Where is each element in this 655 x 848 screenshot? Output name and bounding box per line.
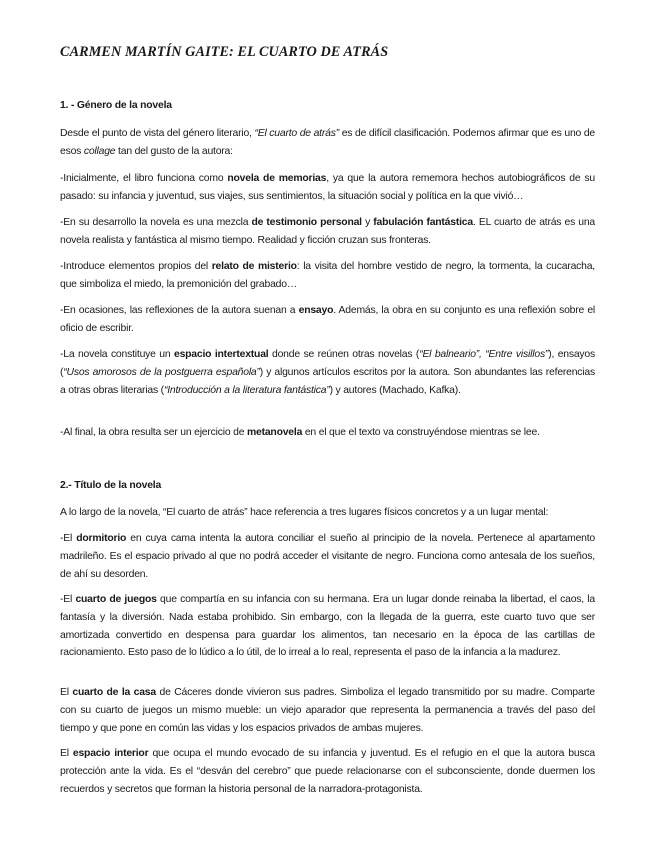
- document-title: CARMEN MARTÍN GAITE: EL CUARTO DE ATRÁS: [60, 44, 389, 60]
- s1-memorias-paragraph: -Inicialmente, el libro funciona como novela de memorias, ya que la autora rememora hechos autobiográficos de su pasado: su infancia y juventud, sus viajes, sus sentimientos, la situación social y política en la que vivió…: [60, 173, 595, 202]
- s2-intro-paragraph: A lo largo de la novela, “El cuarto de atrás” hace referencia a tres lugares físicos concretos y a un lugar mental:: [60, 507, 549, 518]
- section-1-heading: 1. - Género de la novela: [60, 100, 172, 111]
- s2-cuarto-casa-paragraph: El cuarto de la casa de Cáceres donde vivieron sus padres. Simboliza el legado transmitido por su madre. Comparte con su cuarto de juegos un mismo mueble: un viejo aparador que representa la permanencia a través del paso del tiempo y que pone en común las vidas y los espacios privados de ambas mujeres.: [60, 687, 595, 734]
- s1-metanovela-paragraph: -Al final, la obra resulta ser un ejercicio de metanovela en el que el texto va construyéndose mientras se lee.: [60, 427, 540, 438]
- section-2-heading: 2.- Título de la novela: [60, 480, 162, 491]
- s2-espacio-interior-paragraph: El espacio interior que ocupa el mundo evocado de su infancia y juventud. Es el refugio en el que la autora busca protección ante la vida. Es el “desván del cerebro” que puede relacionarse con el subconsciente, donde duermen los recuerdos y secretos que forman la historia personal de la narradora-protagonista.: [60, 748, 596, 795]
- s1-ensayo-paragraph: -En ocasiones, las reflexiones de la autora suenan a ensayo. Además, la obra en su conjunto es una reflexión sobre el oficio de escribir.: [60, 305, 596, 334]
- s1-intertextual-paragraph: -La novela constituye un espacio intertextual donde se reúnen otras novelas (“El balneario”, “Entre visillos”), ensayos (“Usos amorosos de la postguerra española”) y algunos artículos escritos por la autora. Son abundantes las referencias a otras obras literarias (“Introducción a la literatura fantástica”) y autores (Machado, Kafka).: [60, 349, 596, 396]
- s2-dormitorio-paragraph: -El dormitorio en cuya cama intenta la autora conciliar el sueño al principio de la novela. Pertenece al apartamento madrileño. Es el espacio privado al que no podrá acceder el visitante de negro. Funciona como antesala de los sueños, de ahí su desorden.: [60, 533, 595, 580]
- s1-misterio-paragraph: -Introduce elementos propios del relato de misterio: la visita del hombre vestido de negro, la tormenta, la cucaracha, que simboliza el miedo, la premonición del grabado…: [60, 261, 595, 290]
- s2-cuarto-juegos-paragraph: -El cuarto de juegos que compartía en su infancia con su hermana. Era un lugar donde reinaba la libertad, el caos, la fantasía y la diversión. Nada estaba prohibido. Sin embargo, con la llegada de la guerra, este cuarto tuvo que ser amortizada convertido en despensa para guardar los alimentos, tan necesario en la época de las cartillas de racionamiento. Esto paso de lo lúdico a lo útil, de lo irreal a lo real, representa el paso de la infancia a la madurez.: [60, 594, 595, 659]
- s1-intro-paragraph: Desde el punto de vista del género literario, “El cuarto de atrás” es de difícil clasificación. Podemos afirmar que es uno de esos collage tan del gusto de la autora:: [60, 128, 596, 157]
- s1-testimonio-paragraph: -En su desarrollo la novela es una mezcla de testimonio personal y fabulación fantástica. EL cuarto de atrás es una novela realista y fantástica al mismo tiempo. Realidad y ficción cruzan sus fronteras.: [60, 217, 596, 246]
